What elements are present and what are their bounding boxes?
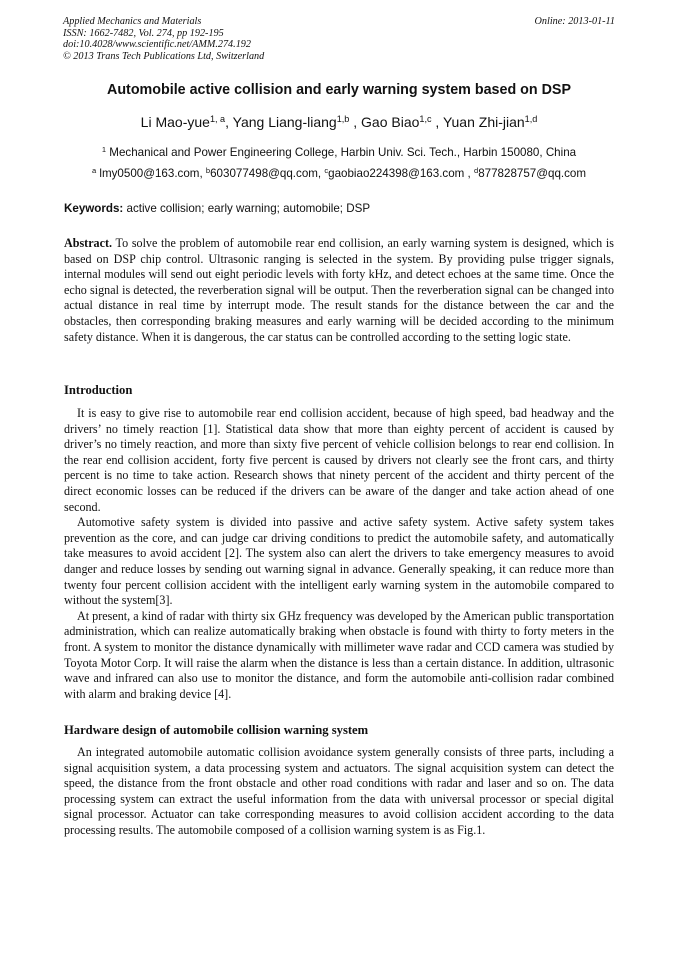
author-affil-sup: 1,c	[419, 114, 432, 124]
author-list	[40, 112, 638, 132]
email-sup: b	[205, 165, 211, 175]
email-address: 603077498@qq.com,	[210, 167, 325, 180]
email-address: gaobiao224398@163.com ,	[328, 167, 474, 180]
doi-line: doi:10.4028/www.scientific.net/AMM.274.192	[63, 39, 251, 51]
author-affil-sup: 1,d	[524, 114, 538, 124]
affiliation-sup: 1	[101, 144, 107, 154]
author-separator: ,	[225, 114, 233, 130]
section-heading-introduction: Introduction	[64, 383, 133, 397]
abstract-label: Abstract.	[64, 236, 113, 250]
abstract	[64, 236, 614, 345]
section-heading-hardware: Hardware design of automobile collision warning system	[64, 723, 369, 737]
journal-name: Applied Mechanics and Materials	[63, 16, 202, 27]
author-separator: ,	[431, 114, 443, 130]
issn-line: ISSN: 1662-7482, Vol. 274, pp 192-195	[63, 27, 224, 39]
paragraph: An integrated automobile automatic collision avoidance system generally consists of three parts, including a signal acquisition system, a data processing system and actuators. The signal acquisition system can detect the speed, the distance from the front obstacle and other road conditions with radar and laser and so on. The data processing system can extract the useful information from the data with universal processor or special digital signal processor. Actuator can take corresponding measures to avoid collision accident according to the data processing results. The automobile composed of a collision warning system is as Fig.1.	[64, 745, 614, 837]
paragraph: It is easy to give rise to automobile rear end collision accident, because of high speed, bad headway and the drivers’ no timely reaction [1]. Statistical data show that more than eighty percent of accident is caused by driver’s no timely reaction, and more than sixty five percent of vehicle collision belongs to rear end collision. In the rear end collision accident, forty five percent is caused by drivers not clearly see the front cars, and thirty percent is no time to take action. Research shows that ninety percent of the accident and thirty percent of the direct economic losses can be reduced if the drivers can be aware of the danger and take action ahead of one second.	[64, 406, 614, 514]
email-address: lmy0500@163.com,	[96, 167, 206, 180]
journal-header	[63, 16, 264, 62]
copyright-line: © 2013 Trans Tech Publications Ltd, Switzerland	[63, 50, 265, 62]
affiliation	[40, 145, 638, 160]
email-sup: a	[91, 165, 97, 175]
author-name: Yang Liang-liang	[232, 114, 337, 130]
introduction-body	[64, 406, 614, 702]
email-address: 877828757@qq.com	[478, 167, 587, 180]
author-name: Gao Biao	[361, 114, 420, 130]
keywords-text: active collision; early warning; automobile; DSP	[123, 202, 371, 215]
author-name: Yuan Zhi-jian	[442, 114, 525, 130]
keywords	[64, 201, 624, 216]
abstract-text: To solve the problem of automobile rear end collision, an early warning system is designed, which is based on DSP chip control. Ultrasonic ranging is selected in the system. By providing pulse trigger signals, internal modules will send out eight periodic levels with forty kHz, and detect echoes at the same time. Once the echo signal is detected, the reverberation signal will be output. Then the reverberation signal can be changed into actual distance in real time by interrupt mode. The result stands for the distance between the car and the obstacles, then corresponding braking measures and early warning will be decided according to the minimum safety distance. When it is dangerous, the car status can be controlled according to the setting logic state.	[64, 236, 614, 344]
email-sup: c	[324, 165, 329, 175]
paragraph: Automotive safety system is divided into passive and active safety system. Active safety system takes prevention as the core, and can judge car driving conditions to predict the automobile safety, and automatically take measures to avoid accident [2]. The system also can alert the drivers to take emergency measures to avoid danger and reduce losses by sending out warning signal in advance. Generally speaking, it can reduce more than twenty four percent collision accident with the intelligent early warning system in the automobile compared to without the system[3].	[64, 515, 614, 608]
email-list	[40, 166, 638, 181]
author-affil-sup: 1, a	[209, 114, 226, 124]
paragraph: At present, a kind of radar with thirty six GHz frequency was developed by the American public transportation administration, which can realize automatically braking when obstacle is found with thirty to forty meters in the front. A system to monitor the distance dynamically with millimeter wave radar and CCD camera was studied by Toyota Motor Corp. It will raise the alarm when the distance is less than a certain distance. In addition, ultrasonic wave and infrared can also use to monitor the distance, and form the automobile anti-collision radar combined with alarm and braking device [4].	[64, 608, 614, 701]
author-separator: ,	[349, 114, 362, 130]
online-date: Online: 2013-01-11	[534, 16, 615, 27]
author-name: Li Mao-yue	[140, 114, 210, 130]
keywords-label: Keywords:	[64, 202, 124, 215]
affiliation-text: Mechanical and Power Engineering College, Harbin Univ. Sci. Tech., Harbin 150080, China	[106, 146, 577, 159]
author-affil-sup: 1,b	[336, 114, 350, 124]
hardware-body	[64, 745, 614, 839]
email-sup: d	[474, 165, 479, 175]
paper-title: Automobile active collision and early warning system based on DSP	[107, 82, 571, 98]
